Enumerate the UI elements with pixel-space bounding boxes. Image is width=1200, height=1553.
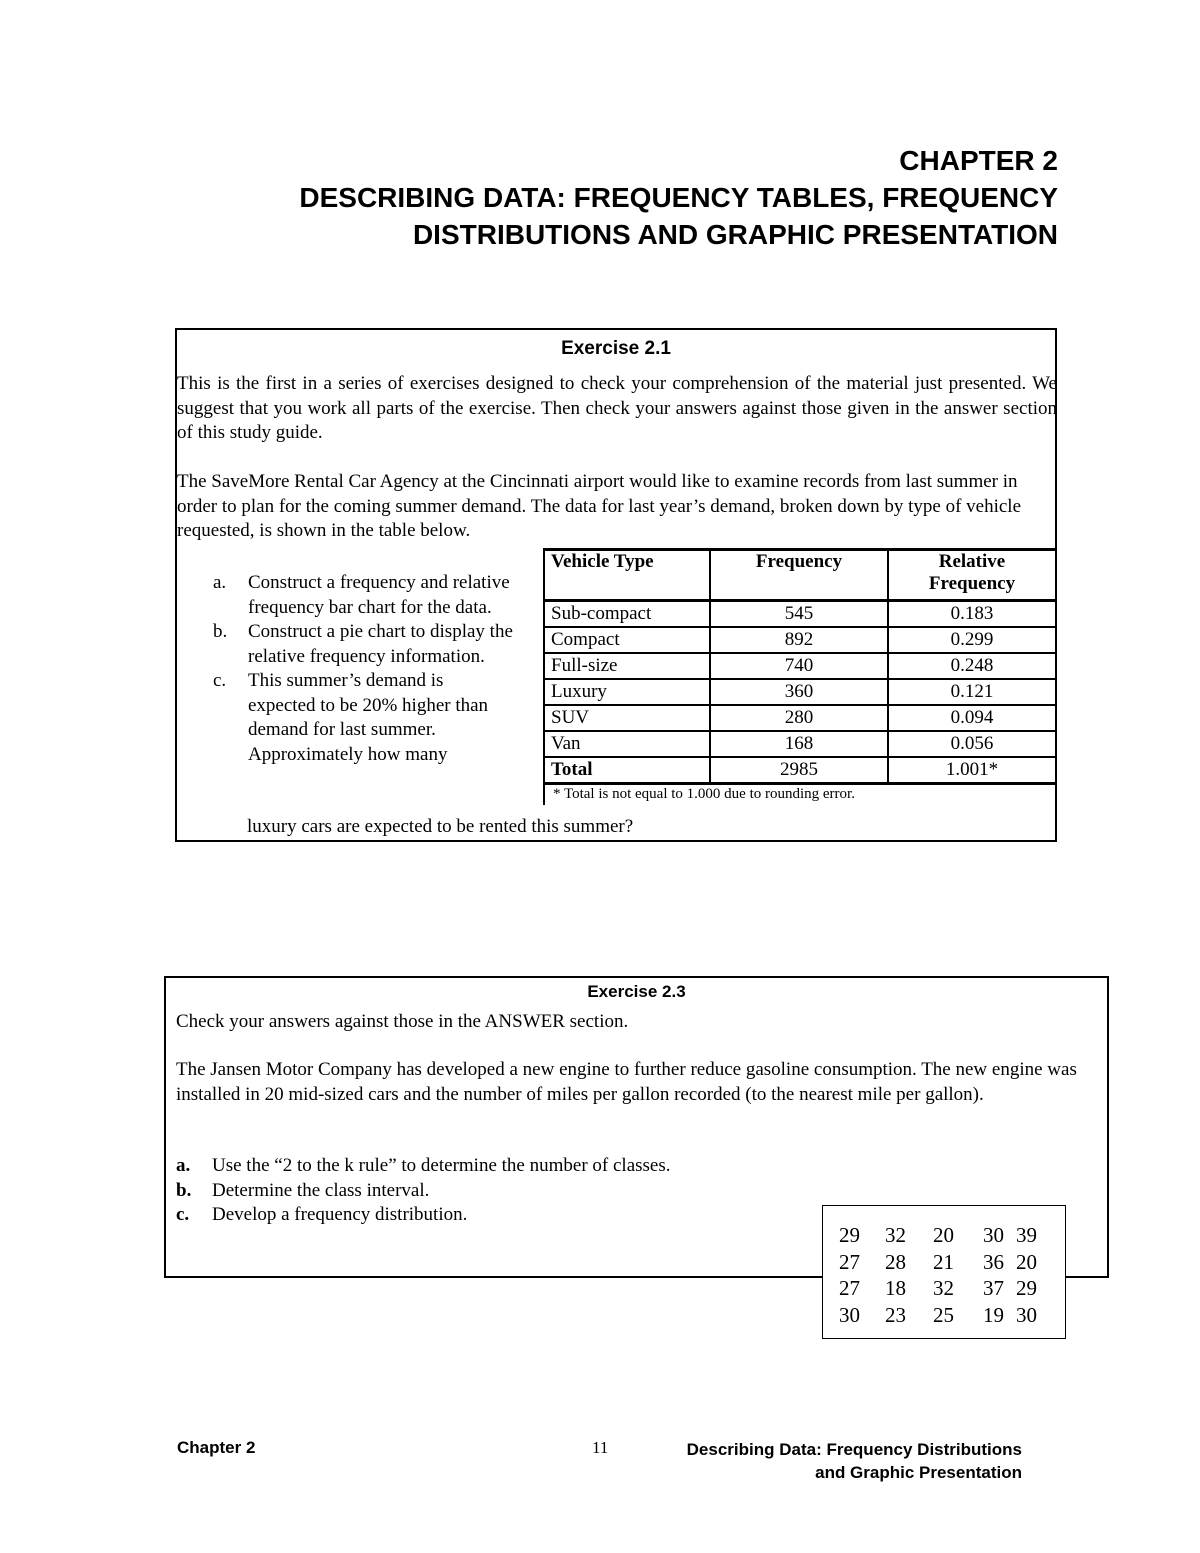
mpg-value: 30 — [839, 1302, 860, 1327]
column-header-relative-frequency: Relative Frequency — [888, 550, 1055, 601]
mpg-row — [823, 1275, 1065, 1302]
table-cell: Van — [544, 731, 710, 757]
task-item — [213, 571, 513, 620]
table-cell: 740 — [710, 653, 888, 679]
mpg-row — [823, 1249, 1065, 1276]
mpg-value: 29 — [839, 1223, 860, 1247]
table-cell: Full-size — [544, 653, 710, 679]
table-cell: Compact — [544, 627, 710, 653]
exercise-2-1-title: Exercise 2.1 — [561, 338, 671, 359]
task-letter: b. — [213, 621, 228, 642]
task-text: Construct a pie chart to display the relative frequency information. — [248, 621, 513, 667]
table-cell: 0.094 — [888, 705, 1055, 731]
mpg-value: 27 — [839, 1276, 860, 1300]
task-text: Develop a frequency distribution. — [212, 1204, 468, 1225]
table-cell: 2985 — [710, 757, 888, 784]
table-cell: 280 — [710, 705, 888, 731]
mpg-value: 25 — [933, 1302, 954, 1327]
mpg-value: 27 — [839, 1249, 860, 1274]
table-row — [544, 705, 1055, 731]
mpg-value: 37 — [983, 1276, 1004, 1300]
table-cell: 168 — [710, 731, 888, 757]
exercise-2-3-scenario: The Jansen Motor Company has developed a new engine to further reduce gasoline consumption. The new engine was installed in 20 mid-sized cars and the number of miles per gallon recorded (to the nearest mile per gallon). — [176, 1059, 1077, 1105]
chapter-number: CHAPTER 2 — [899, 145, 1058, 176]
column-header-vehicle-type: Vehicle Type — [544, 550, 710, 601]
mpg-value: 39 — [1016, 1223, 1037, 1247]
table-cell: Total — [544, 757, 710, 784]
task-letter: a. — [213, 572, 227, 593]
table-cell: Sub-compact — [544, 601, 710, 628]
exercise-2-3-title: Exercise 2.3 — [587, 982, 686, 1001]
footer-page-number: 11 — [592, 1438, 609, 1457]
task-text: Determine the class interval. — [212, 1179, 430, 1201]
task-item — [213, 620, 513, 669]
table-footnote: * Total is not equal to 1.000 due to rounding error. — [543, 783, 855, 805]
table-row — [544, 679, 1055, 705]
table-cell: 0.183 — [888, 601, 1055, 628]
table-header-row — [544, 550, 1055, 601]
mpg-row — [823, 1302, 1065, 1329]
mpg-value: 21 — [933, 1249, 954, 1274]
task-item — [213, 669, 513, 767]
task-letter: a. — [176, 1155, 191, 1176]
exercise-2-3-instruction: Check your answers against those in the ANSWER section. — [176, 1011, 629, 1032]
table-cell: 1.001* — [888, 757, 1055, 784]
table-cell: 0.248 — [888, 653, 1055, 679]
mpg-value: 30 — [983, 1223, 1004, 1247]
mpg-value: 18 — [885, 1276, 906, 1300]
table-total-row — [544, 757, 1055, 784]
table-row — [544, 731, 1055, 757]
task-c-continuation: luxury cars are expected to be rented this summer? — [247, 816, 634, 837]
exercise-2-1-box — [175, 328, 1057, 842]
column-header-frequency: Frequency — [710, 550, 888, 601]
mpg-value: 32 — [933, 1276, 954, 1300]
task-item — [176, 1154, 1096, 1179]
chapter-title-line-1: DESCRIBING DATA: FREQUENCY TABLES, FREQUENCY — [299, 182, 1058, 213]
mpg-data-box — [822, 1205, 1066, 1339]
mpg-value: 20 — [1016, 1249, 1037, 1274]
table-cell: 0.121 — [888, 679, 1055, 705]
task-item — [176, 1179, 1096, 1204]
table-cell: 0.056 — [888, 731, 1055, 757]
footer-title-line-2: and Graphic Presentation — [815, 1463, 1022, 1482]
table-row — [544, 627, 1055, 653]
footer-chapter-label: Chapter 2 — [177, 1438, 256, 1457]
table-cell: Luxury — [544, 679, 710, 705]
exercise-2-1-intro: This is the first in a series of exercises designed to check your comprehension of the material just presented. We suggest that you work all parts of the exercise. Then check your answers against those given in the answer section of this study guide. — [177, 373, 1057, 443]
table-cell: 0.299 — [888, 627, 1055, 653]
mpg-value: 29 — [1016, 1276, 1037, 1300]
vehicle-frequency-table — [543, 548, 1055, 785]
task-text: Use the “2 to the k rule” to determine the number of classes. — [212, 1155, 671, 1176]
task-text: Construct a frequency and relative frequency bar chart for the data. — [248, 572, 510, 618]
mpg-value: 19 — [983, 1302, 1004, 1327]
task-letter: c. — [213, 670, 227, 691]
table-cell: 892 — [710, 627, 888, 653]
chapter-title-line-2: DISTRIBUTIONS AND GRAPHIC PRESENTATION — [412, 219, 1058, 250]
mpg-value: 20 — [933, 1223, 954, 1247]
table-cell: 360 — [710, 679, 888, 705]
mpg-value: 30 — [1016, 1302, 1037, 1327]
mpg-value: 32 — [885, 1223, 906, 1247]
mpg-value: 36 — [983, 1249, 1004, 1274]
table-cell: SUV — [544, 705, 710, 731]
table-row — [544, 601, 1055, 628]
task-letter: b. — [176, 1179, 192, 1201]
mpg-row — [823, 1222, 1065, 1249]
chapter-heading — [299, 142, 1058, 253]
mpg-value: 23 — [885, 1302, 906, 1327]
mpg-value: 28 — [885, 1249, 906, 1274]
table-row — [544, 653, 1055, 679]
table-cell: 545 — [710, 601, 888, 628]
footer-running-title — [687, 1438, 1022, 1484]
footer-title-line-1: Describing Data: Frequency Distributions — [686, 1440, 1022, 1459]
task-letter: c. — [176, 1204, 190, 1225]
exercise-2-1-scenario: The SaveMore Rental Car Agency at the Cincinnati airport would like to examine records from last summer in order to plan for the coming summer demand. The data for last year’s demand, broken down by type of vehicle requested, is shown in the table below. — [177, 471, 1022, 541]
exercise-2-1-tasks — [213, 571, 513, 767]
task-text: This summer’s demand is expected to be 20% higher than demand for last summer. Approximately how many — [248, 670, 489, 765]
